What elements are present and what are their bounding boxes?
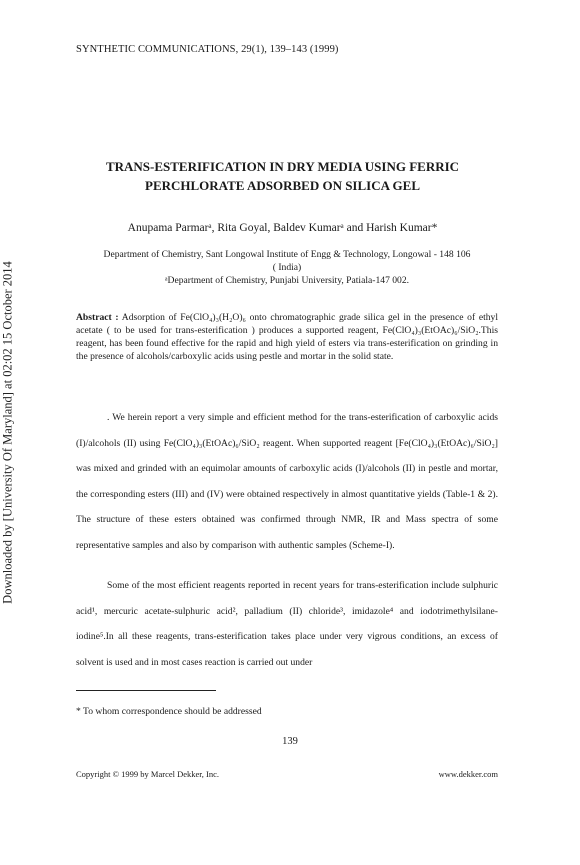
affiliation-line-2: ( India) [272,262,302,273]
affiliation-line-3: ᵃDepartment of Chemistry, Punjabi University, Patiala-147 002. [164,275,410,286]
abstract-text: Adsorption of Fe(ClO₄)₃(H₂O)₆ onto chromatographic grade silica gel in the presence of ethyl acetate ( to be used for trans-esterification ) produces a supported reagent, Fe(ClO₄)₃(EtOAc)₆/SiO₂.This reagent, has been found effective for the rapid and high yield of esters via trans-esterification on grinding in the presence of alcohols/carboxylic acids using pestle and mortar in the solid state. [76,312,499,362]
journal-header: SYNTHETIC COMMUNICATIONS, 29(1), 139–143 (1999) [76,44,339,55]
publisher-website: www.dekker.com [438,769,498,779]
footnote-rule [76,690,216,691]
footnote: * To whom correspondence should be addressed [76,706,262,717]
body-paragraph-2: Some of the most efficient reagents reported in recent years for trans-esterification include sulphuric acid¹, mercuric acetate-sulphuric acid², palladium (II) chloride³, imidazole⁴ and iodotrimethylsilane-iodine⁵.In all these reagents, trans-esterification takes place under very vigrous conditions, an excess of solvent is used and in most cases reaction is carried out under [76,580,498,668]
article-title: TRANS-ESTERIFICATION IN DRY MEDIA USING FERRIC PERCHLORATE ADSORBED ON SILICA GEL [105,159,460,193]
page-number: 139 [282,736,298,747]
abstract [76,311,498,363]
affiliations [76,248,498,287]
abstract-label: Abstract : [76,312,119,323]
affiliation-line-1: Department of Chemistry, Sant Longowal Institute of Engg & Technology, Longowal - 148 106 [103,249,471,260]
body-paragraph-1: . We herein report a very simple and efficient method for the trans-esterification of carboxylic acids (I)/alcohols (II) using Fe(ClO₄)₃(EtOAc)₆/SiO₂ reagent. When supported reagent [Fe(ClO₄)₃(EtOAc)₆/SiO₂] was mixed and grinded with an equimolar amounts of carboxylic acids (I)/alcohols (II) in pestle and mortar, the corresponding esters (III) and (IV) were obtained respectively in almost quantitative yields (Table-1 & 2). The structure of these esters obtained was confirmed through NMR, IR and Mass spectra of some representative samples and also by comparison with authentic samples (Scheme-I). [76,412,498,551]
copyright-notice: Copyright © 1999 by Marcel Dekker, Inc. [76,769,220,779]
author-list: Anupama Parmarᵃ, Rita Goyal, Baldev Kumarᵃ and Harish Kumar* [127,222,438,234]
download-watermark: Downloaded by [University Of Maryland] at 02:02 15 October 2014 [0,261,15,604]
